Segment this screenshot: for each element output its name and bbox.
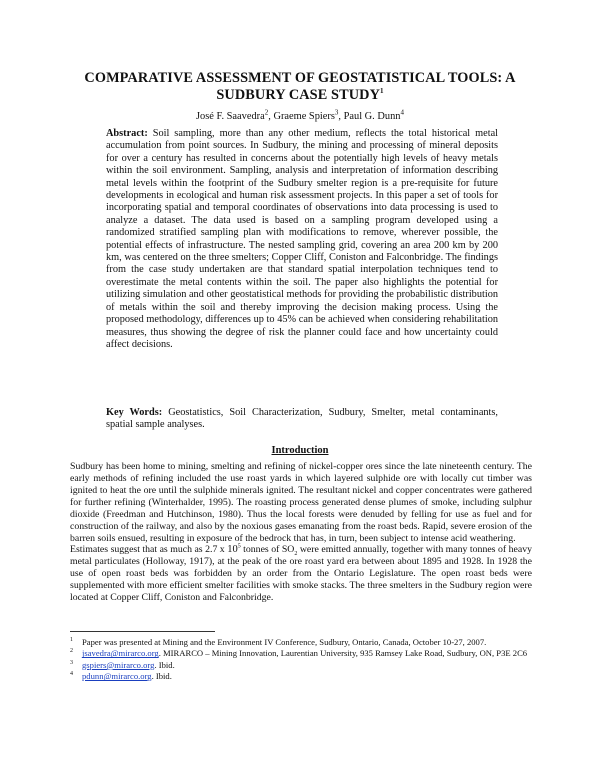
footnote-3 [70, 660, 532, 670]
email-link-spiers[interactable]: gspiers@mirarco.org [82, 659, 155, 670]
author-separator: , [338, 111, 344, 122]
footnote-mark: 2 [70, 648, 73, 655]
intro-p2-exponent: 5 [237, 543, 241, 550]
abstract [106, 128, 498, 351]
footnote-text: . MIRARCO – Mining Innovation, Laurentian University, 935 Ramsey Lake Road, Sudbury, ON, P3E 2C6 [158, 648, 528, 659]
title-footnote-mark: 1 [380, 87, 384, 96]
author-separator: , [268, 111, 274, 122]
footnote-mark: 4 [70, 671, 73, 678]
author-footnote-mark: 4 [400, 108, 404, 117]
footnote-mark: 3 [70, 659, 73, 666]
intro-paragraph-1: Sudbury has been home to mining, smelting and refining of nickel-copper ores since the late nineteenth century. The early methods of refining included the use roast yards in which layered sulphide ore with locally cut timber was ignited to heat the ore until the sulphide minerals ignited. The resultant nickel and copper concentrates were gathered for further refining (Winterhalder, 1995). The roasting process generated dense plumes of smoke, including sulphur dioxide (Freedman and Hutchinson, 1980). Thus the local forests were denuded by felling for use as fuel and for construction of the railway, and also by the noxious gases emanating from the roast beds. Rapid, severe erosion of the barren soils ensued, resulting in exposure of the bedrock that has, in turn, been subject to intense acid weathering. [70, 461, 532, 544]
footnote-text: . Ibid. [154, 659, 175, 670]
author-footnote-mark: 3 [334, 108, 339, 117]
footnote-4 [70, 671, 532, 681]
footnotes [70, 637, 532, 683]
keywords [106, 407, 498, 432]
email-link-dunn[interactable]: pdunn@mirarco.org [82, 671, 152, 682]
footnote-text: . Ibid. [151, 671, 172, 682]
author-name: Graeme Spiers [273, 111, 335, 122]
intro-p2-subscript: 2 [294, 550, 298, 557]
footnote-1 [70, 637, 532, 647]
paper-title-text: COMPARATIVE ASSESSMENT OF GEOSTATISTICAL TOOLS: A SUDBURY CASE STUDY [84, 70, 516, 103]
email-link-saavedra[interactable]: jsavedra@mirarco.org [82, 648, 159, 659]
intro-p2-base: 10 [227, 544, 238, 555]
intro-p2-text-b: tonnes of SO [240, 544, 295, 555]
intro-p2-text-c: were emitted annually, together with many tonnes of heavy metal particulates (Holloway, 1917), at the peak of the ore roast yard era between about 1895 and 1928. In 1928 the use of open roast beds was forbidden by an order from the Ontario Legislature. The open roast beds were supplemented with more efficient smelter facilities with smoke stacks. The three smelters in the Sudbury region were located at Copper Cliff, Coniston and Falconbridge. [70, 544, 532, 603]
author-list [60, 108, 540, 122]
author-footnote-mark: 2 [264, 108, 269, 117]
abstract-text: Soil sampling, more than any other medium, reflects the total historical metal accumulation from point sources. In Sudbury, the mining and processing of mineral deposits for over a century has resulted in concerns about the potentially high levels of heavy metals within the soil environment. Sampling, analysis and interpretation of information describing metal levels within the footprint of the Sudbury smelter region is a pre-requisite for future developments in ecological and human risk assessment projects. In this paper a set of tools for incorporating spatial and temporal coordinates of observations into data processing is used to analyze a dataset. The data used is based on a sampling program developed using a randomized stratified sampling plan with modifications to remove, wherever possible, the potential effects of infrastructure. The nested sampling grid, covering an area 200 km by 200 km, was centered on the three smelters; Copper Cliff, Coniston and Falconbridge. The findings from the case study undertaken are that standard spatial interpolation techniques tend to overestimate the metal contents within the soil. The paper also highlights the potential for utilizing simulation and other geostatistical methods for providing the probabilistic distribution of metals within the soil and thereby improving the decision making process. Using the proposed methodology, differences up to 45% can be achieved when considering rehabilitation measures, thus showing the degree of risk the planner could face and how uncertainty could affect decisions. [106, 128, 498, 350]
intro-p2-text-a: Estimates suggest that as much as 2.7 x [70, 544, 228, 555]
footnote-text: Paper was presented at Mining and the Environment IV Conference, Sudbury, Ontario, Canada, October 10-27, 2007. [82, 637, 487, 647]
footnote-2 [70, 648, 532, 658]
keywords-label: Key Words: [106, 407, 163, 418]
intro-paragraph-2 [70, 544, 532, 604]
author-name: Paul G. Dunn [343, 111, 401, 122]
footnote-divider [70, 631, 215, 632]
paper-title [60, 70, 540, 104]
keywords-text: Geostatistics, Soil Characterization, Sudbury, Smelter, metal contaminants, spatial sample analyses. [106, 407, 498, 431]
abstract-label: Abstract: [106, 128, 148, 139]
section-heading-introduction: Introduction [271, 445, 329, 456]
author-name: José F. Saavedra [196, 111, 265, 122]
footnote-mark: 1 [70, 637, 73, 643]
